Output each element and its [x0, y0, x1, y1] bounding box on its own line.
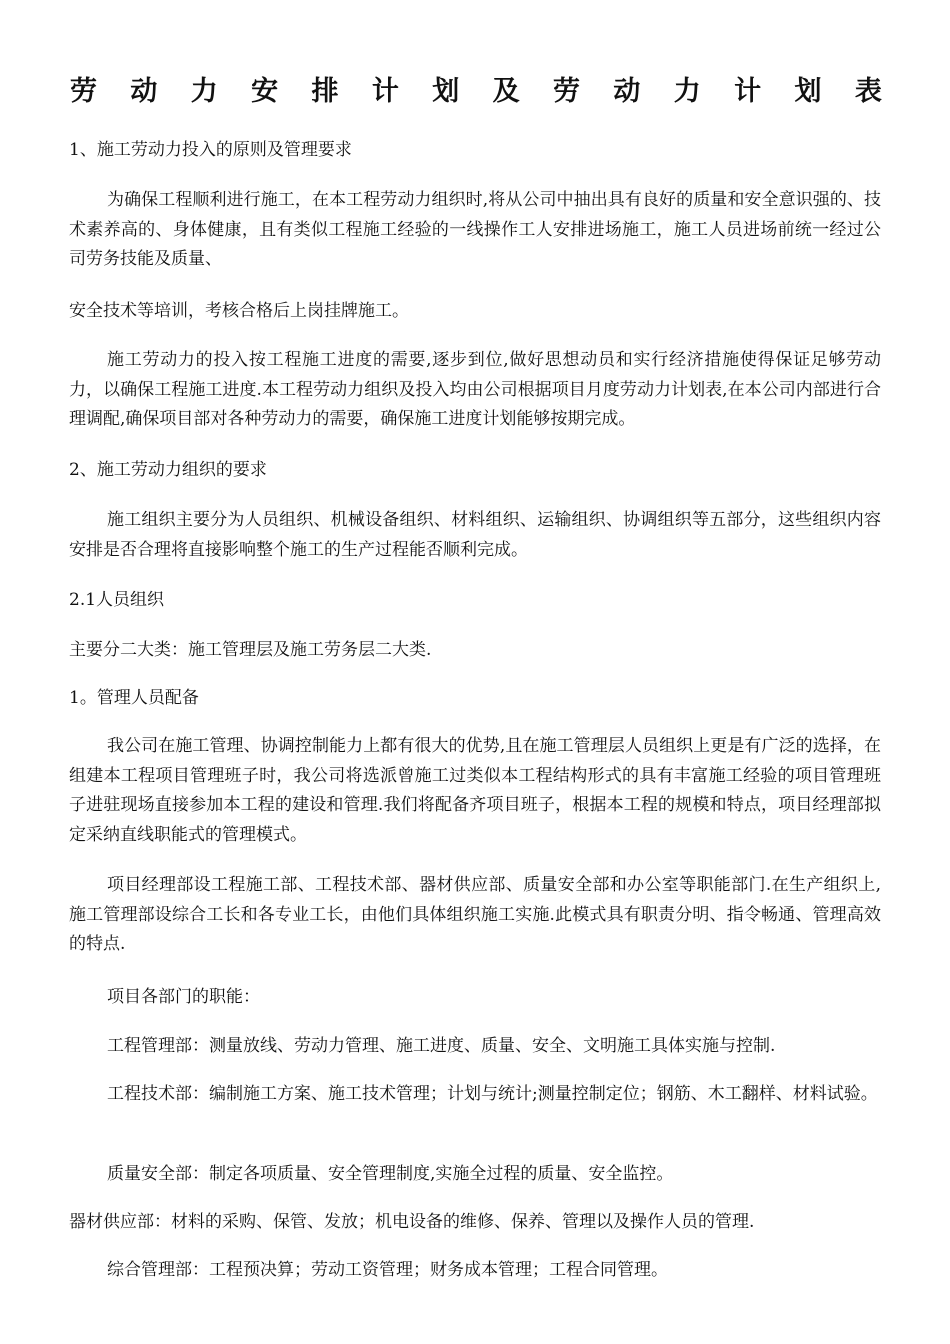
department-duty: 工程管理部：测量放线、劳动力管理、施工进度、质量、安全、文明施工具体实施与控制. [107, 1036, 776, 1056]
title-char: 计 [371, 76, 399, 107]
title-char: 劳 [553, 76, 580, 107]
paragraph: 主要分二大类：施工管理层及施工劳务层二大类. [69, 640, 432, 660]
title-char: 安 [251, 76, 279, 107]
title-char: 及 [492, 76, 520, 107]
paragraph: 我公司在施工管理、协调控制能力上都有很大的优势,且在施工管理层人员组织上更是有广泛的选择，在组建本工程项目管理班子时，我公司将选派曾施工过类似本工程结构形式的具有丰富施工经验的项目管理班子进驻现场直接参加本工程的建设和管理.我们将配备齐项目班子，根据本工程的规模和特点，项目经理部拟定采纳直线职能式的管理模式。 [69, 736, 881, 845]
department-duty: 综合管理部：工程预决算；劳动工资管理；财务成本管理；工程合同管理。 [107, 1260, 668, 1280]
paragraph: 项目经理部设工程施工部、工程技术部、器材供应部、质量安全部和办公室等职能部门.在生产组织上,施工管理部设综合工长和各专业工长，由他们具体组织施工实施.此模式具有职责分明、指令畅通、管理高效的特点. [69, 875, 881, 954]
department-duty: 质量安全部：制定各项质量、安全管理制度,实施全过程的质量、安全监控。 [107, 1164, 674, 1184]
section-heading-2: 2、施工劳动力组织的要求 [69, 460, 267, 480]
title-char: 划 [432, 76, 460, 107]
title-char: 表 [854, 76, 882, 107]
document-title [70, 72, 882, 112]
title-char: 动 [130, 76, 158, 107]
paragraph: 为确保工程顺利进行施工，在本工程劳动力组织时,将从公司中抽出具有良好的质量和安全意识强的、技术素养高的、身体健康，且有类似工程施工经验的一线操作工人安排进场施工，施工人员进场前统一经过公司劳务技能及质量、 [69, 190, 881, 269]
paragraph: 施工组织主要分为人员组织、机械设备组织、材料组织、运输组织、协调组织等五部分，这些组织内容安排是否合理将直接影响整个施工的生产过程能否顺利完成。 [69, 510, 881, 560]
title-char: 力 [190, 76, 218, 107]
paragraph: 施工劳动力的投入按工程施工进度的需要,逐步到位,做好思想动员和实行经济措施使得保证足够劳动力，以确保工程施工进度.本工程劳动力组织及投入均由公司根据项目月度劳动力计划表,在本公司内部进行合理调配,确保项目部对各种劳动力的需要，确保施工进度计划能够按期完成。 [69, 350, 881, 429]
department-duty: 器材供应部：材料的采购、保管、发放；机电设备的维修、保养、管理以及操作人员的管理. [69, 1212, 755, 1232]
title-char: 计 [734, 76, 762, 107]
title-char: 动 [613, 76, 641, 107]
title-char: 力 [673, 76, 701, 107]
list-heading: 1。管理人员配备 [69, 688, 199, 708]
paragraph: 项目各部门的职能： [107, 987, 260, 1007]
title-char: 划 [794, 76, 822, 107]
title-char: 排 [311, 76, 339, 107]
section-heading-1: 1、施工劳动力投入的原则及管理要求 [69, 140, 352, 160]
title-char: 劳 [70, 76, 97, 107]
department-duty: 工程技术部：编制施工方案、施工技术管理；计划与统计;测量控制定位；钢筋、木工翻样、材料试验。 [107, 1084, 878, 1104]
subsection-heading: 2.1人员组织 [69, 590, 165, 610]
paragraph: 安全技术等培训，考核合格后上岗挂牌施工。 [69, 301, 409, 321]
